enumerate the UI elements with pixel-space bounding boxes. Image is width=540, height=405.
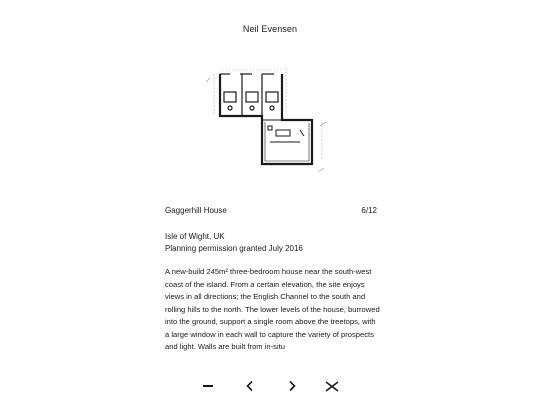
project-title: Gaggerhill House xyxy=(165,206,227,215)
minimize-button[interactable] xyxy=(198,376,218,396)
image-counter: 6/12 xyxy=(361,206,377,215)
project-status: Planning permission granted July 2016 xyxy=(165,244,303,253)
project-location: Isle of Wight, UK xyxy=(165,232,225,241)
chevron-left-icon xyxy=(244,380,256,392)
floor-plan-drawing xyxy=(200,64,340,184)
next-button[interactable] xyxy=(282,376,302,396)
minus-icon xyxy=(202,380,214,392)
project-meta xyxy=(165,231,377,255)
close-icon xyxy=(325,380,339,392)
project-caption xyxy=(165,206,377,215)
navigation-bar xyxy=(0,376,540,396)
chevron-right-icon xyxy=(286,380,298,392)
close-button[interactable] xyxy=(322,376,342,396)
site-title[interactable]: Neil Evensen xyxy=(242,24,298,34)
project-description: A new-build 245m² three-bedroom house near the south-west coast of the island. From a certain elevation, the site enjoys views in all directions; the English Channel to the south and rolling hills to the north. The lower levels of the house, burrowed into the ground, support a single room above the treetops, with a large window in each wall to capture the variety of prospects and light. Walls are built from in-situ xyxy=(165,267,380,351)
previous-button[interactable] xyxy=(240,376,260,396)
